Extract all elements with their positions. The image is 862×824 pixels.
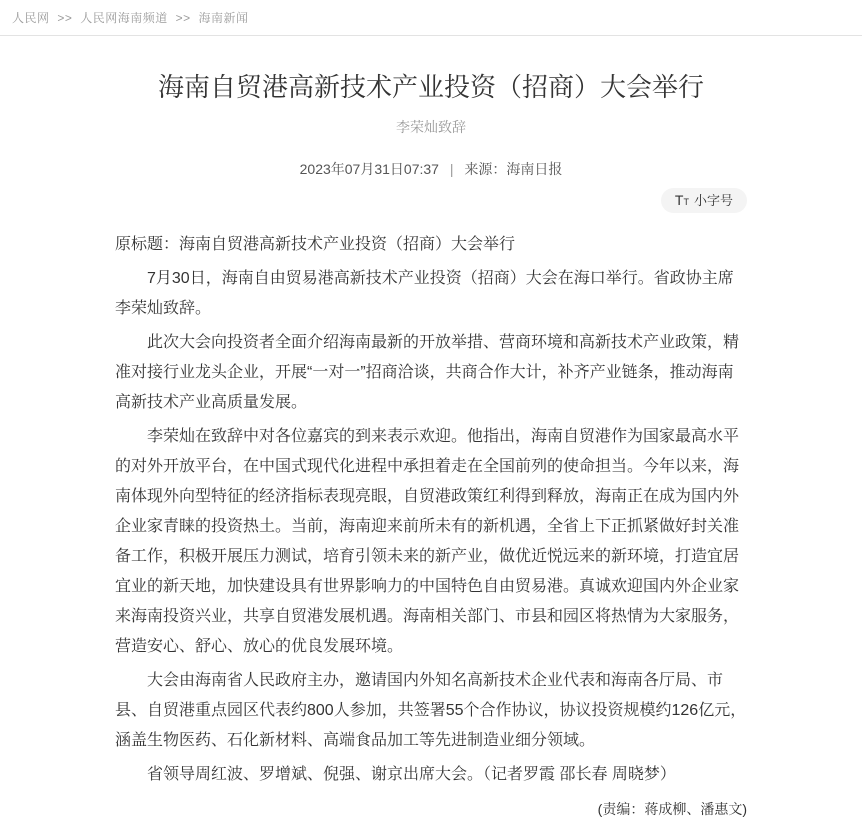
article-paragraph: 李荣灿在致辞中对各位嘉宾的到来表示欢迎。他指出，海南自贸港作为国家最高水平的对外开放平台，在中国式现代化进程中承担着走在全国前列的使命担当。今年以来，海南体现外向型特征的经济指标表现亮眼，自贸港政策红利得到释放，海南正在成为国内外企业家青睐的投资热土。当前，海南迎来前所未有的新机遇，全省上下正抓紧做好封关准备工作，积极开展压力测试，培育引领未来的新产业，做优近悦远来的新环境，打造宜居宜业的新天地，加快建设具有世界影响力的中国特色自由贸易港。真诚欢迎国内外企业家来海南投资兴业，共享自贸港发展机遇。海南相关部门、市县和园区将热情为大家服务，营造安心、舒心、放心的优良发展环境。 <box>115 428 740 655</box>
article-column <box>115 70 747 824</box>
publish-date: 2023年07月31日07:37 <box>299 161 439 177</box>
article-paragraph: 大会由海南省人民政府主办，邀请国内外知名高新技术企业代表和海南各厅局、市县、自贸港重点园区代表约800人参加，共签署55个合作协议，协议投资规模约126亿元，涵盖生物医药、石化新材料、高端食品加工等先进制造业细分领域。 <box>115 672 747 749</box>
original-title-line <box>115 230 747 260</box>
page-title: 海南自贸港高新技术产业投资（招商）大会举行 <box>157 72 704 102</box>
original-title-label: 原标题： <box>115 236 180 253</box>
article-paragraph: 此次大会向投资者全面介绍海南最新的开放举措、营商环境和高新技术产业政策，精准对接行业龙头企业，开展“一对一”招商洽谈，共商合作大计，补齐产业链条，推动海南高新技术产业高质量发展。 <box>115 334 740 411</box>
source-label: 来源： <box>464 161 507 177</box>
text-size-icon <box>675 193 689 207</box>
original-title-text: 海南自贸港高新技术产业投资（招商）大会举行 <box>179 236 516 253</box>
source-link[interactable]: 海南日报 <box>506 161 563 177</box>
breadcrumb-separator: >> <box>57 11 73 25</box>
article-toolbar <box>115 188 747 214</box>
editor-note: (责编：蒋成柳、潘惠文) <box>597 801 747 817</box>
article-body <box>115 230 747 824</box>
breadcrumb <box>0 0 862 33</box>
article-subtitle: 李荣灿致辞 <box>396 119 466 135</box>
article-paragraph: 省领导周红波、罗增斌、倪强、谢京出席大会。（记者罗霞 邵长春 周晓梦） <box>147 766 676 783</box>
header-divider <box>0 35 862 36</box>
text-size-icon-large-t: T <box>674 192 684 208</box>
font-size-button[interactable] <box>661 188 747 213</box>
breadcrumb-link-hainan-channel[interactable]: 人民网海南频道 <box>80 11 168 25</box>
article-meta <box>115 159 747 179</box>
text-size-icon-small-t: T <box>683 197 689 207</box>
breadcrumb-link-hainan-news[interactable]: 海南新闻 <box>198 11 249 25</box>
article-paragraph: 7月30日，海南自由贸易港高新技术产业投资（招商）大会在海口举行。省政协主席李荣灿致辞。 <box>115 270 734 317</box>
breadcrumb-separator: >> <box>175 11 191 25</box>
breadcrumb-link-people-net[interactable]: 人民网 <box>12 11 50 25</box>
meta-separator: | <box>449 161 454 177</box>
font-size-button-label: 小字号 <box>693 193 733 208</box>
